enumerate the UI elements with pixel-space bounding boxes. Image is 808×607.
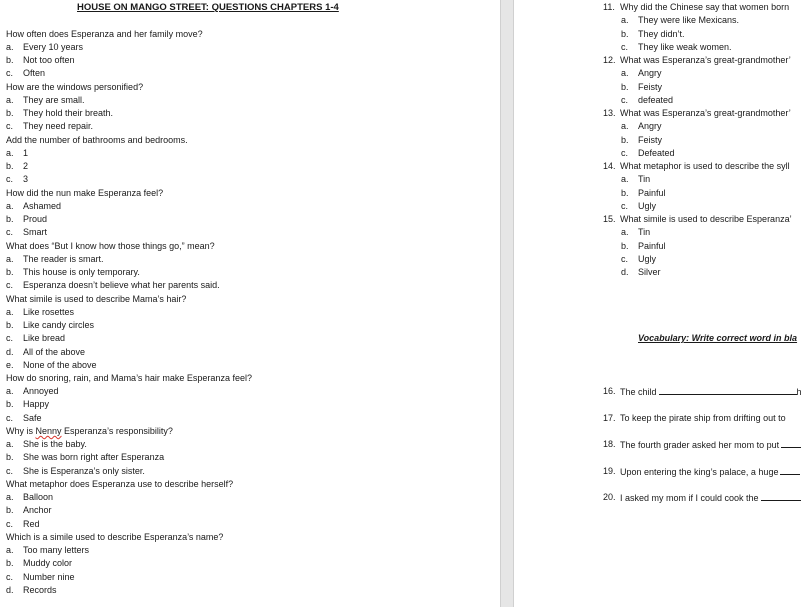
vocab-sentence-tail: h — [796, 387, 802, 397]
option-text: She is the baby. — [23, 439, 87, 449]
option-text: 3 — [23, 174, 29, 184]
option-text: Balloon — [23, 492, 54, 502]
option-text: The reader is smart. — [23, 254, 104, 264]
option-letter: c. — [621, 95, 629, 105]
option-letter: b. — [6, 161, 14, 171]
vocab-sentence-text: The child — [620, 387, 657, 397]
option-letter: b. — [6, 108, 14, 118]
question-number: 12. — [603, 55, 616, 65]
question-number: 15. — [603, 214, 616, 224]
document-title: HOUSE ON MANGO STREET: QUESTIONS CHAPTERS 1-4 — [77, 2, 339, 13]
option-text: defeated — [638, 95, 674, 105]
option-letter: a. — [6, 492, 14, 502]
option-text: They didn’t. — [638, 29, 685, 39]
option-text: 2 — [23, 161, 29, 171]
document-page-right[interactable] — [514, 0, 808, 607]
answer-blank[interactable] — [761, 491, 801, 501]
vocabulary-heading: Vocabulary: Write correct word in bla — [638, 333, 798, 343]
question-text: How did the nun make Esperanza feel? — [6, 188, 164, 198]
option-letter: b. — [6, 55, 14, 65]
question-number: 13. — [603, 108, 616, 118]
option-text: She is Esperanza’s only sister. — [23, 466, 145, 476]
option-text: Ugly — [638, 254, 657, 264]
question-text — [6, 425, 173, 438]
option-letter: d. — [6, 347, 14, 357]
vocab-sentence — [620, 385, 802, 399]
option-letter: b. — [6, 320, 14, 330]
option-letter: c. — [6, 519, 14, 529]
spellcheck-flagged-word[interactable]: Nenny — [35, 426, 62, 436]
option-text: Defeated — [638, 148, 675, 158]
option-letter: d. — [6, 585, 14, 595]
question-text: What simile is used to describe Esperanza’ — [620, 214, 792, 224]
option-text: This house is only temporary. — [23, 267, 140, 277]
question-text: What simile is used to describe Mama’s hair? — [6, 294, 187, 304]
answer-blank[interactable] — [781, 438, 801, 448]
option-text: Anchor — [23, 505, 52, 515]
option-letter: c. — [6, 333, 14, 343]
option-text: Angry — [638, 68, 662, 78]
question-text: What was Esperanza’s great-grandmother’ — [620, 55, 791, 65]
option-text: Safe — [23, 413, 42, 423]
option-text: Tin — [638, 227, 651, 237]
option-text: Ugly — [638, 201, 657, 211]
option-letter: c. — [6, 280, 14, 290]
option-letter: a. — [6, 545, 14, 555]
vocab-sentence — [620, 465, 800, 479]
option-text: Like candy circles — [23, 320, 95, 330]
page-gutter — [500, 0, 514, 607]
option-letter: a. — [621, 174, 629, 184]
option-text: Like rosettes — [23, 307, 75, 317]
option-letter: c. — [621, 42, 629, 52]
option-text: They were like Mexicans. — [638, 15, 740, 25]
option-letter: a. — [621, 68, 629, 78]
option-text: Like bread — [23, 333, 66, 343]
question-text-start: Why is — [6, 426, 36, 436]
question-text: What metaphor does Esperanza use to describe herself? — [6, 479, 234, 489]
option-letter: c. — [6, 227, 14, 237]
option-letter: c. — [6, 121, 14, 131]
vocab-sentence — [620, 438, 801, 452]
question-text: Why did the Chinese say that women born — [620, 2, 790, 12]
vocab-number: 20. — [603, 492, 616, 502]
vocab-sentence — [620, 491, 801, 505]
vocab-number: 19. — [603, 466, 616, 476]
question-text: Which is a simile used to describe Esperanza’s name? — [6, 532, 224, 542]
option-letter: a. — [6, 42, 14, 52]
option-text: Number nine — [23, 572, 75, 582]
option-text: Muddy color — [23, 558, 73, 568]
option-letter: a. — [6, 307, 14, 317]
question-number: 14. — [603, 161, 616, 171]
vocab-sentence-text: I asked my mom if I could cook the — [620, 493, 759, 503]
answer-blank[interactable] — [659, 385, 797, 395]
option-letter: c. — [6, 174, 14, 184]
option-text: Red — [23, 519, 40, 529]
vocab-number: 18. — [603, 439, 616, 449]
option-text: Every 10 years — [23, 42, 84, 52]
option-text: Silver — [638, 267, 661, 277]
option-text: They need repair. — [23, 121, 94, 131]
option-letter: b. — [6, 452, 14, 462]
vocab-sentence-text: Upon entering the king’s palace, a huge — [620, 467, 779, 477]
option-letter: b. — [621, 29, 629, 39]
option-text: Angry — [638, 121, 662, 131]
option-text: 1 — [23, 148, 29, 158]
option-letter: c. — [6, 572, 14, 582]
option-letter: a. — [6, 201, 14, 211]
question-text: How are the windows personified? — [6, 82, 144, 92]
option-text: Happy — [23, 399, 50, 409]
vocab-number: 16. — [603, 386, 616, 396]
option-letter: b. — [621, 188, 629, 198]
vocab-sentence-text: The fourth grader asked her mom to put — [620, 440, 780, 450]
option-letter: a. — [621, 15, 629, 25]
option-letter: d. — [621, 267, 629, 277]
option-letter: c. — [6, 466, 14, 476]
option-text: All of the above — [23, 347, 86, 357]
option-text: She was born right after Esperanza — [23, 452, 165, 462]
option-letter: c. — [621, 254, 629, 264]
option-letter: b. — [6, 267, 14, 277]
option-letter: b. — [621, 241, 629, 251]
option-text: Feisty — [638, 135, 663, 145]
question-text: What does “But I know how those things go,” mean? — [6, 241, 215, 251]
option-text: None of the above — [23, 360, 97, 370]
option-text: They like weak women. — [638, 42, 732, 52]
option-text: Ashamed — [23, 201, 62, 211]
option-letter: c. — [6, 68, 14, 78]
option-letter: a. — [6, 148, 14, 158]
option-text: Tin — [638, 174, 651, 184]
option-text: Painful — [638, 188, 666, 198]
option-letter: c. — [621, 201, 629, 211]
option-text: Proud — [23, 214, 48, 224]
option-text: Esperanza doesn’t believe what her parents said. — [23, 280, 220, 290]
option-text: Smart — [23, 227, 48, 237]
option-text: Not too often — [23, 55, 75, 65]
vocab-sentence-text: To keep the pirate ship from drifting out to — [620, 413, 786, 423]
option-letter: a. — [621, 121, 629, 131]
option-letter: a. — [6, 439, 14, 449]
option-text: They are small. — [23, 95, 85, 105]
option-letter: b. — [6, 399, 14, 409]
option-letter: b. — [621, 135, 629, 145]
question-text: How often does Esperanza and her family move? — [6, 29, 203, 39]
option-letter: c. — [621, 148, 629, 158]
vocab-number: 17. — [603, 413, 616, 423]
option-letter: b. — [6, 505, 14, 515]
option-letter: e. — [6, 360, 14, 370]
question-text: How do snoring, rain, and Mama’s hair make Esperanza feel? — [6, 373, 252, 383]
option-text: Records — [23, 585, 57, 595]
question-text: What metaphor is used to describe the syll — [620, 161, 790, 171]
question-text: Add the number of bathrooms and bedrooms. — [6, 135, 188, 145]
option-letter: a. — [621, 227, 629, 237]
option-letter: a. — [6, 95, 14, 105]
option-text: Painful — [638, 241, 666, 251]
question-text-end: Esperanza’s responsibility? — [61, 426, 173, 436]
option-text: Too many letters — [23, 545, 90, 555]
option-letter: a. — [6, 386, 14, 396]
option-letter: b. — [621, 82, 629, 92]
option-text: Often — [23, 68, 46, 78]
question-number: 11. — [603, 2, 615, 12]
vocab-sentence — [620, 412, 786, 425]
option-letter: c. — [6, 413, 14, 423]
option-text: Feisty — [638, 82, 663, 92]
question-text: What was Esperanza’s great-grandmother’ — [620, 108, 791, 118]
option-letter: b. — [6, 214, 14, 224]
answer-blank[interactable] — [780, 465, 800, 475]
option-letter: a. — [6, 254, 14, 264]
option-letter: b. — [6, 558, 14, 568]
option-text: Annoyed — [23, 386, 59, 396]
option-text: They hold their breath. — [23, 108, 114, 118]
